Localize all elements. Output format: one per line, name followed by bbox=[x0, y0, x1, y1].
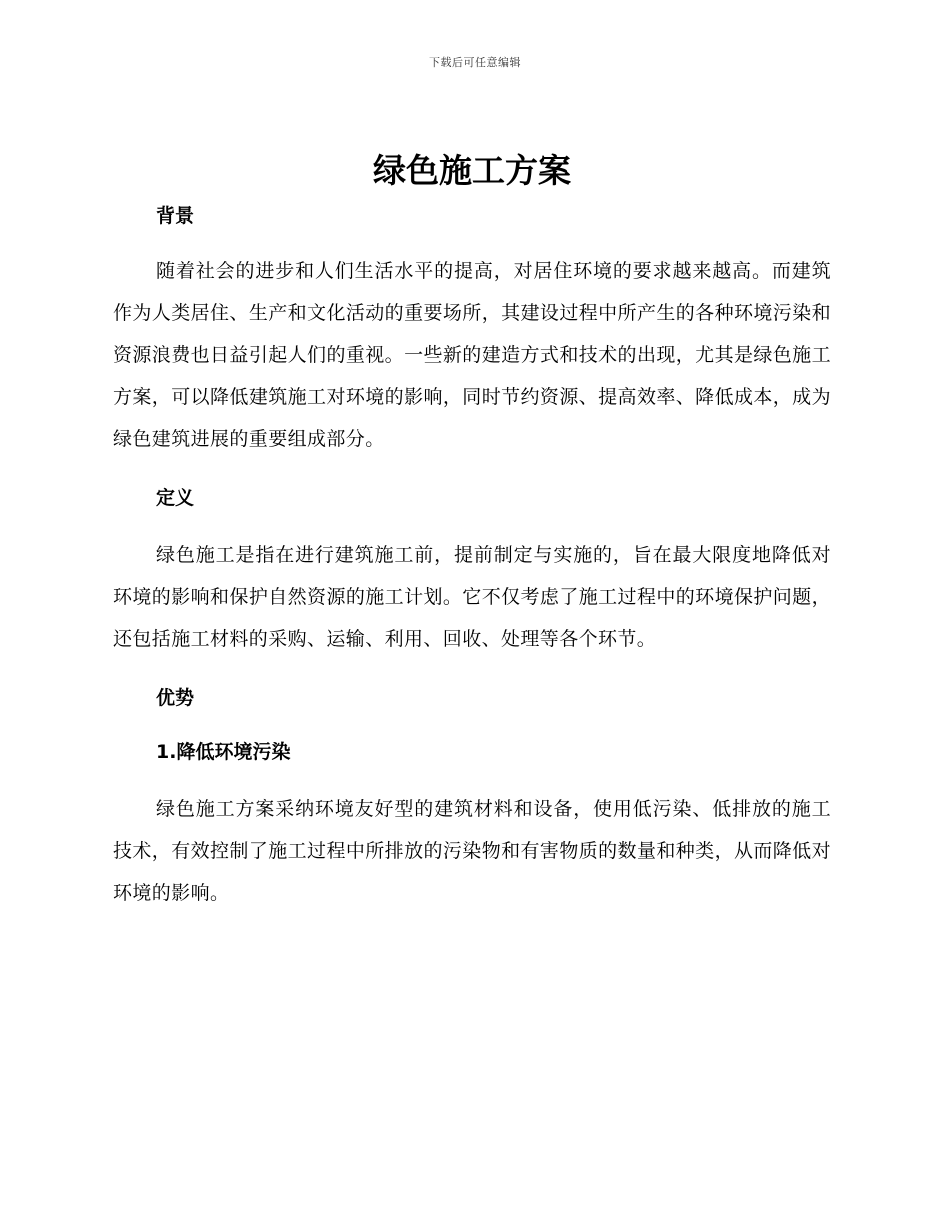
section-heading-advantages: 优势 bbox=[156, 687, 195, 709]
paragraph-background: 随着社会的进步和人们生活水平的提高，对居住环境的要求越来越高。而建筑作为人类居住、生产和文化活动的重要场所，其建设过程中所产生的各种环境污染和资源浪费也日益引起人们的重视。一些新的建造方式和技术的出现，尤其是绿色施工方案，可以降低建筑施工对环境的影响，同时节约资源、提高效率、降低成本，成为绿色建筑进展的重要组成部分。 bbox=[113, 260, 831, 450]
page-header-note: 下载后可任意编辑 bbox=[429, 56, 521, 69]
paragraph-reduce-pollution: 绿色施工方案采纳环境友好型的建筑材料和设备，使用低污染、低排放的施工技术，有效控制了施工过程中所排放的污染物和有害物质的数量和种类，从而降低对环境的影响。 bbox=[113, 798, 831, 904]
document-body bbox=[113, 148, 831, 914]
paragraph-definition: 绿色施工是指在进行建筑施工前，提前制定与实施的，旨在最大限度地降低对环境的影响和保护自然资源的施工计划。它不仅考虑了施工过程中的环境保护问题，还包括施工材料的采购、运输、利用、回收、处理等各个环节。 bbox=[113, 544, 831, 650]
section-heading-definition: 定义 bbox=[156, 487, 195, 509]
subsection-heading-reduce-pollution: 1.降低环境污染 bbox=[156, 741, 291, 763]
section-heading-background: 背景 bbox=[156, 205, 195, 227]
document-title: 绿色施工方案 bbox=[373, 151, 571, 190]
